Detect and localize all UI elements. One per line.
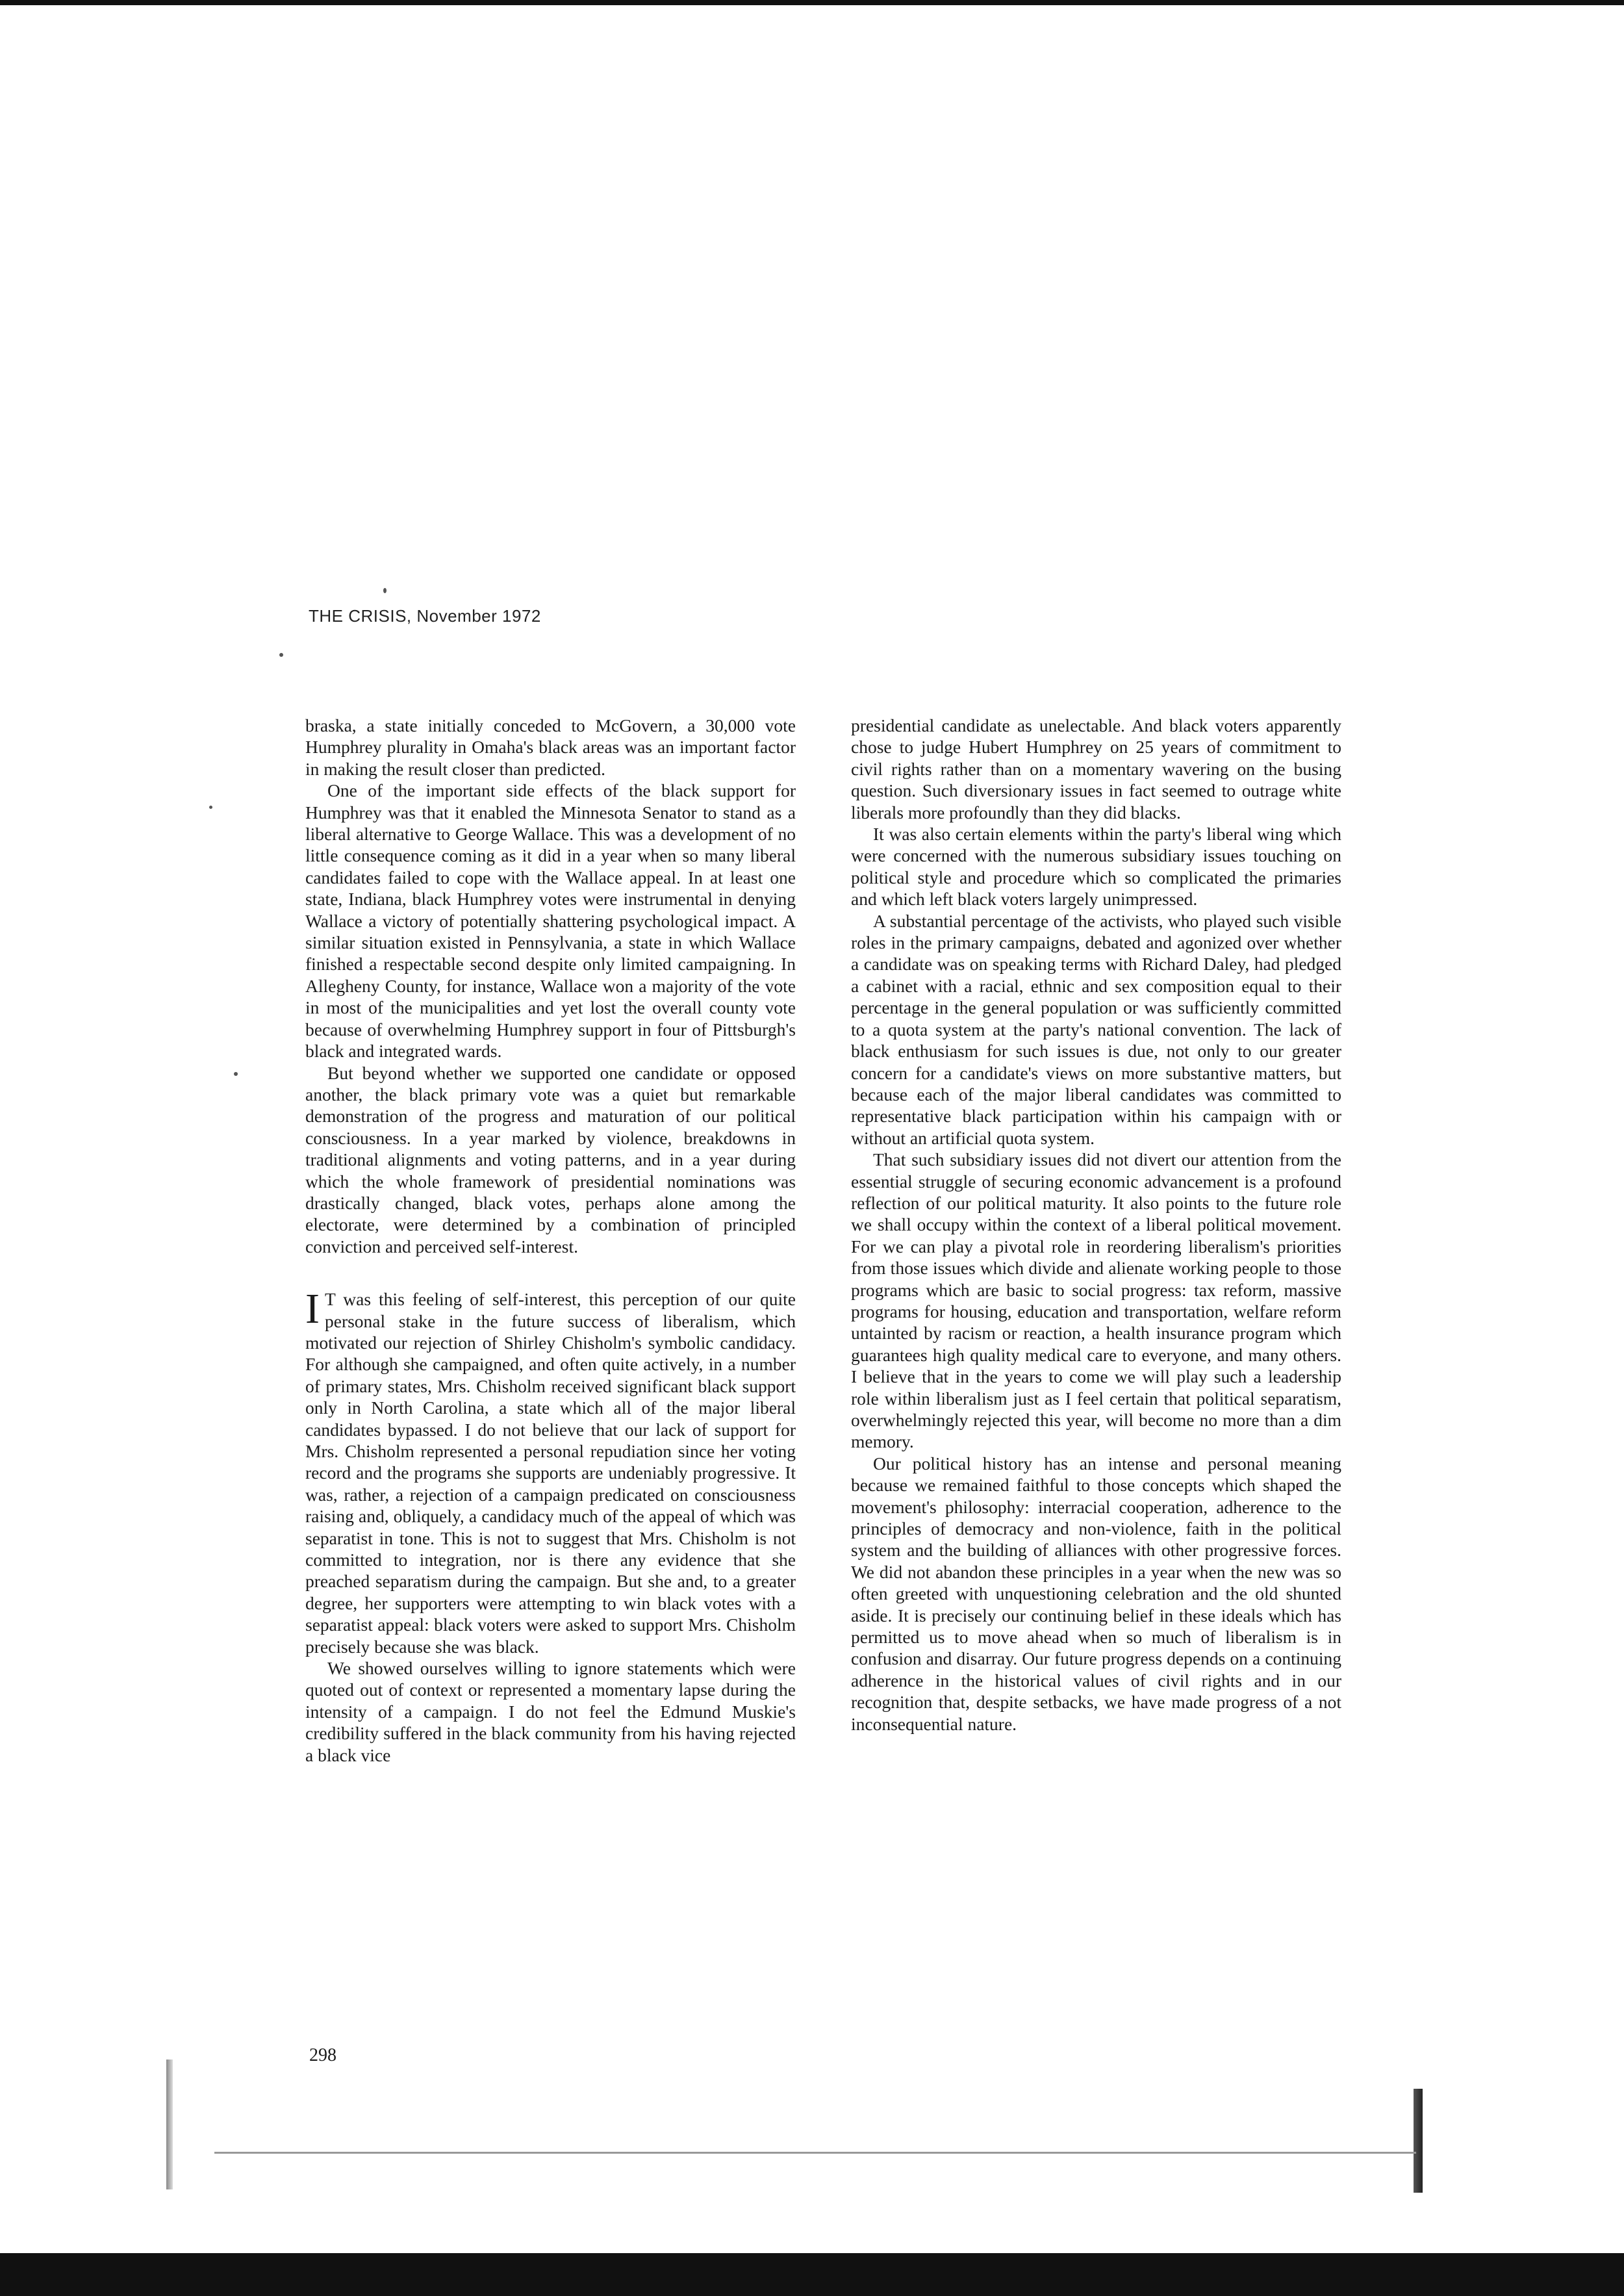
scan-bottom-rule [214, 2152, 1416, 2154]
scan-border-bottom [0, 2253, 1624, 2296]
scan-border-top [0, 0, 1624, 5]
scan-speck [279, 653, 283, 657]
paragraph: We showed ourselves willing to ignore statements which were quoted out of context or represented a momentary lapse during the intensity of a campaign. I do not feel the Edmund Muskie's credibility suffered in the black community from his having rejected a black vice [305, 1658, 796, 1765]
paragraph: But beyond whether we supported one candidate or opposed another, the black primary vote was a quiet but remarkable demonstration of the progress and maturation of our political consciousness. In a year marked by violence, breakdowns in traditional alignments and voting patterns, and in a year during which the whole framework of presidential nominations was drastically changed, black votes, perhaps alone among the electorate, were determined by a combination of principled conviction and perceived self-interest. [305, 1062, 796, 1256]
right-column [851, 715, 1341, 1735]
drop-cap: I [305, 1285, 320, 1333]
paragraph-text: T was this feeling of self-interest, this perception of our quite personal stake in the future success of liberalism, which motivated our rejection of Shirley Chisholm's symbolic candidacy. For although she campaigned, and often quite actively, in a number of primary states, Mrs. Chisholm received significant black support only in North Carolina, a state which all of the major liberal candidates bypassed. I do not believe that our lack of support for Mrs. Chisholm represented a personal repudiation since her voting record and the programs she supports are undeniably progressive. It was, rather, a rejection of a campaign predicated on consciousness raising and, obliquely, a candidacy much of the appeal of which was separatist in tone. This is not to suggest that Mrs. Chisholm is not committed to integration, nor is there any evidence that she preached separatism during the campaign. But she and, to a greater degree, her supporters were attempting to win black votes with a separatist appeal: black voters were asked to support Mrs. Chisholm precisely because she was black. [305, 1289, 796, 1657]
page-number: 298 [309, 2045, 336, 2065]
paragraph: A substantial percentage of the activists, who played such visible roles in the primary campaigns, debated and agonized over whether a candidate was on speaking terms with Richard Daley, had pledged a cabinet with a racial, ethnic and sex composition equal to their percentage in the general population or was sufficiently committed to a quota system at the party's national convention. The lack of black enthusiasm for such issues is due, not only to our greater concern for a candidate's views on more substantive matters, but because each of the major liberal candidates was committed to representative black participation within his campaign with or without an artificial quota system. [851, 910, 1341, 1148]
scan-speck [383, 588, 387, 593]
dropcap-paragraph [305, 1285, 796, 1657]
scan-shadow-right [1414, 2089, 1423, 2193]
running-head: THE CRISIS, November 1972 [309, 606, 541, 626]
paragraph: One of the important side effects of the black support for Humphrey was that it enabled the Minnesota Senator to stand as a liberal alternative to George Wallace. This was a development of no little consequence coming as it did in a year when so many liberal candidates failed to cope with the Wallace appeal. In at least one state, Indiana, black Humphrey votes were instrumental in denying Wallace a victory of potentially shattering psychological impact. A similar situation existed in Pennsylvania, a state in which Wallace finished a respectable second despite only limited campaigning. In Allegheny County, for instance, Wallace won a majority of the vote in most of the municipalities and yet lost the overall county vote because of overwhelming Humphrey support in four of Pittsburgh's black and integrated wards. [305, 780, 796, 1062]
paragraph: braska, a state initially conceded to McGovern, a 30,000 vote Humphrey plurality in Omaha's black areas was an important factor in making the result closer than predicted. [305, 715, 796, 779]
scan-speck [209, 806, 212, 809]
left-column [305, 715, 796, 1766]
paragraph: It was also certain elements within the party's liberal wing which were concerned with the numerous subsidiary issues touching on political style and procedure which so complicated the primaries and which left black voters largely unimpressed. [851, 824, 1341, 910]
paragraph: That such subsidiary issues did not divert our attention from the essential struggle of securing economic advancement is a profound reflection of our political maturity. It also points to the future role we shall occupy within the context of a liberal political movement. For we can play a pivotal role in reordering liberalism's priorities from those issues which divide and alienate working people to those programs which are basic to social progress: tax reform, massive programs for housing, education and transportation, welfare reform untainted by racism or reaction, a health insurance program which guarantees high quality medical care to everyone, and many others. I believe that in the years to come we will play such a leadership role within liberalism just as I feel certain that political separatism, overwhelmingly rejected this year, will become no more than a dim memory. [851, 1149, 1341, 1452]
scan-speck [234, 1072, 238, 1076]
scan-shadow-left [166, 2060, 173, 2189]
paragraph: presidential candidate as unelectable. And black voters apparently chose to judge Hubert Humphrey on 25 years of commitment to civil rights rather than on a momentary wavering on the busing question. Such diversionary issues in fact seemed to outrage white liberals more profoundly than they did blacks. [851, 715, 1341, 823]
paragraph: Our political history has an intense and personal meaning because we remained faithful to those concepts which shaped the movement's philosophy: interracial cooperation, adherence to the principles of democracy and non-violence, faith in the political system and the building of alliances with other progressive forces. We did not abandon these principles in a year when the new was so often greeted with unquestioning celebration and the old shunted aside. It is precisely our continuing belief in these ideals which has permitted us to move ahead when so much of liberalism is in confusion and disarray. Our future progress depends on a continuing adherence in the historical values of civil rights and in our recognition that, despite setbacks, we have made progress of a not inconsequential nature. [851, 1453, 1341, 1734]
